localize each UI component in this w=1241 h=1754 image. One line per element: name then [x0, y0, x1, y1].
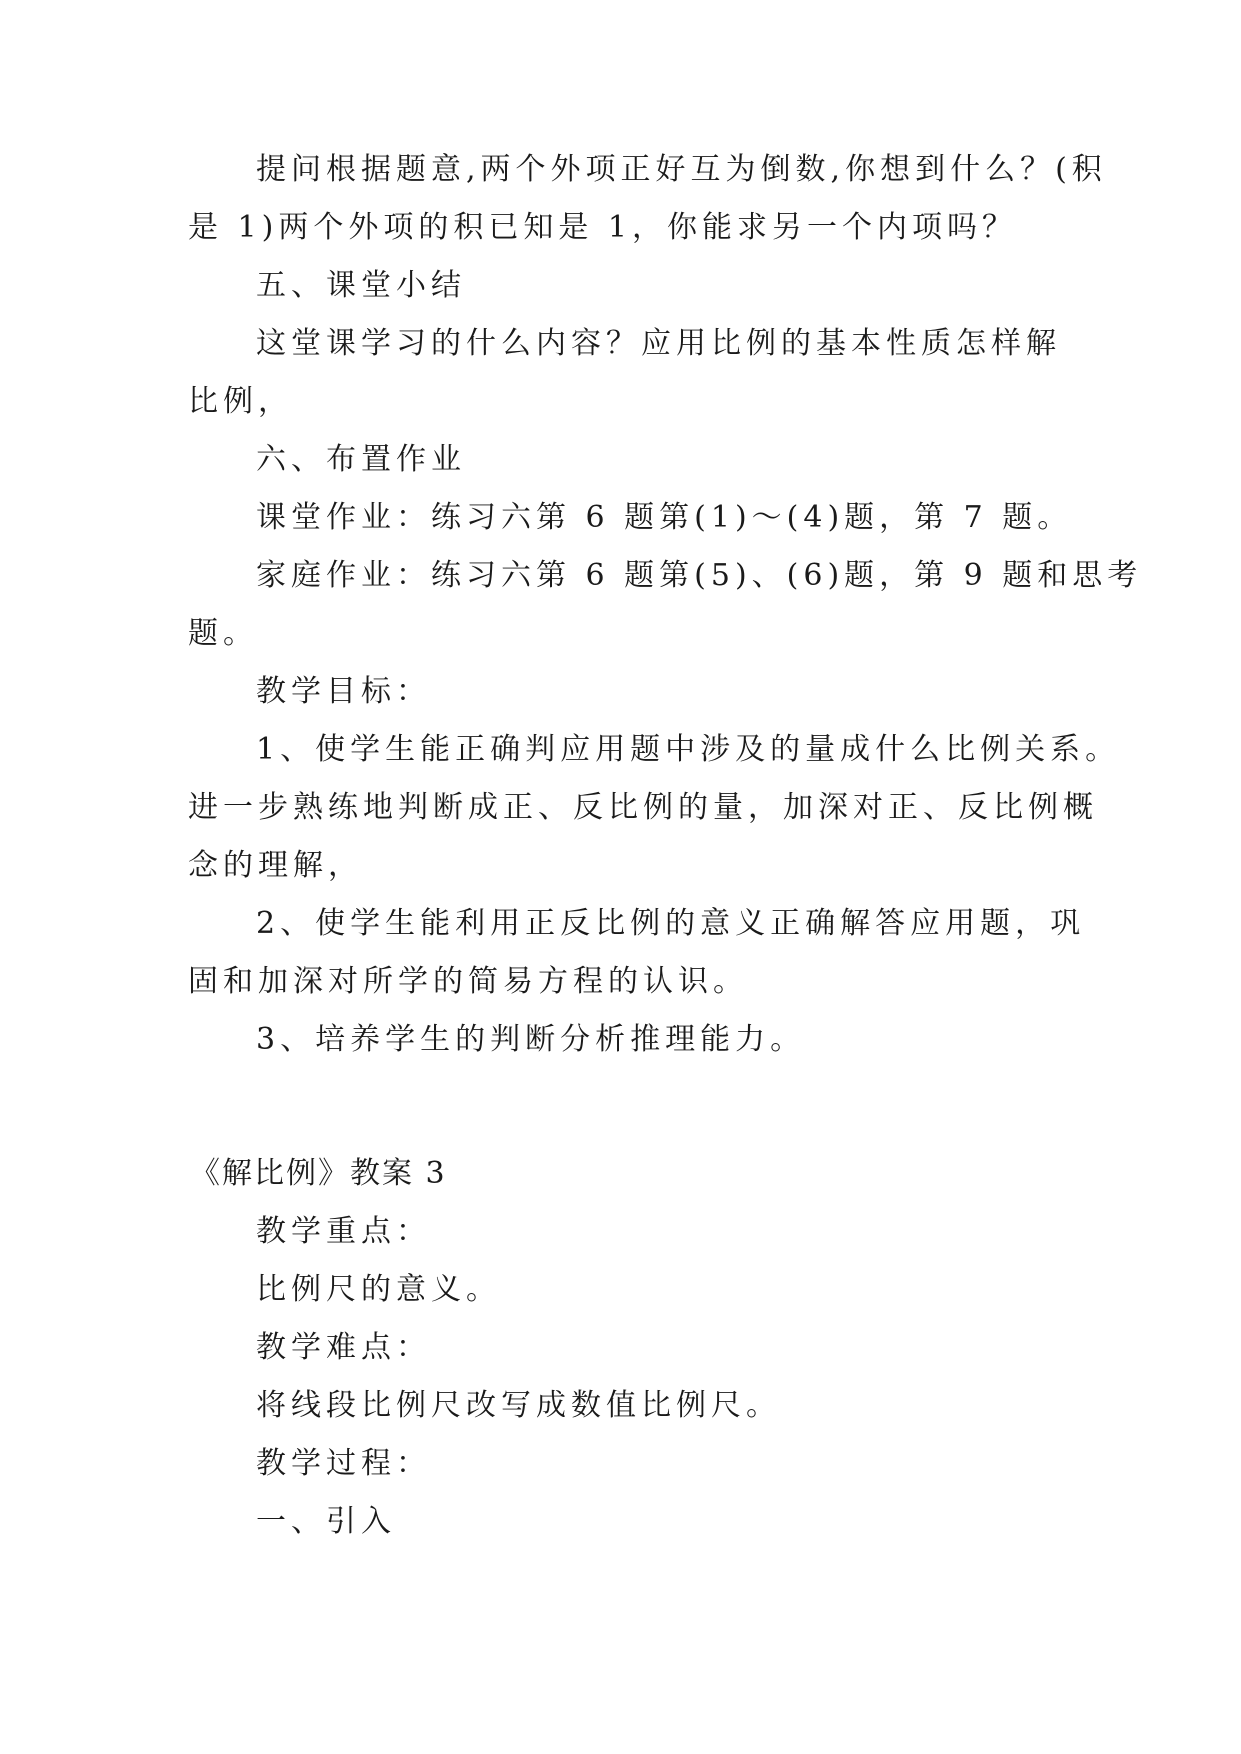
paragraph-line: 进一步熟练地判断成正、反比例的量，加深对正、反比例概 [188, 790, 1098, 825]
paragraph-line: 将线段比例尺改写成数值比例尺。 [256, 1388, 781, 1423]
subheading: 教学难点： [256, 1330, 431, 1365]
subheading: 教学目标： [256, 674, 431, 709]
list-item: 2、使学生能利用正反比例的意义正确解答应用题，巩 [256, 906, 1086, 941]
section-heading: 五、课堂小结 [256, 268, 466, 303]
section-heading: 一、引入 [256, 1504, 396, 1539]
paragraph-line: 是 1)两个外项的积已知是 1，你能求另一个内项吗？ [188, 210, 1017, 245]
paragraph-line: 提问根据题意,两个外项正好互为倒数,你想到什么？(积 [256, 152, 1107, 187]
paragraph-line: 家庭作业：练习六第 6 题第(5)、(6)题，第 9 题和思考 [256, 558, 1143, 593]
paragraph-line: 课堂作业：练习六第 6 题第(1)～(4)题，第 7 题。 [256, 500, 1073, 535]
section-heading: 六、布置作业 [256, 442, 466, 477]
paragraph-line: 题。 [188, 616, 258, 651]
paragraph-line: 这堂课学习的什么内容？应用比例的基本性质怎样解 [256, 326, 1061, 361]
paragraph-line: 比例尺的意义。 [256, 1272, 501, 1307]
paragraph-line: 念的理解， [188, 848, 363, 883]
list-item: 1、使学生能正确判应用题中涉及的量成什么比例关系。 [256, 732, 1121, 767]
document-title: 《解比例》教案 3 [190, 1156, 447, 1191]
paragraph-line: 固和加深对所学的简易方程的认识。 [188, 964, 748, 999]
subheading: 教学过程： [256, 1446, 431, 1481]
subheading: 教学重点： [256, 1214, 431, 1249]
paragraph-line: 比例， [188, 384, 293, 419]
list-item: 3、培养学生的判断分析推理能力。 [256, 1022, 806, 1057]
